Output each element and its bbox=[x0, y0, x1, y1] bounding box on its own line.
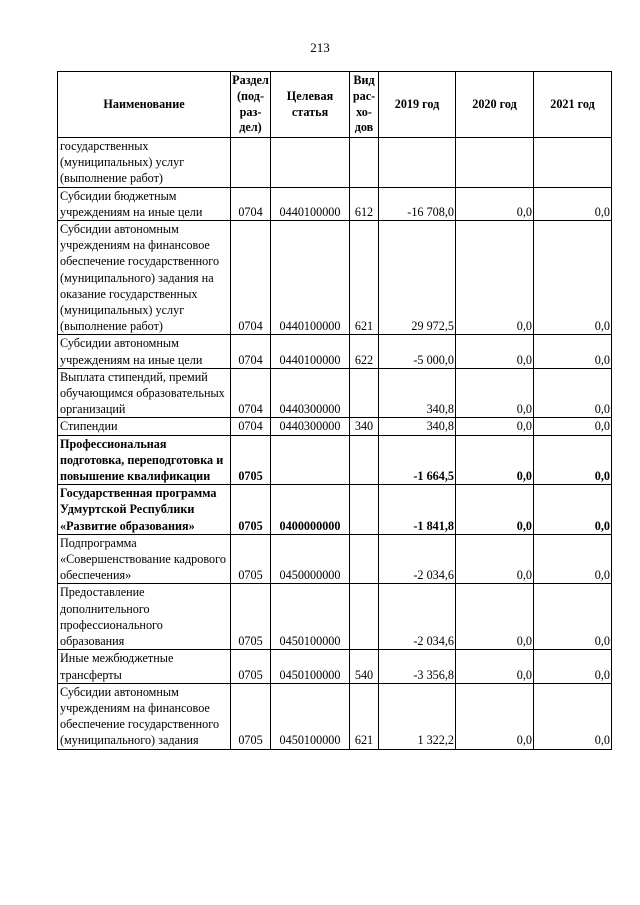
cell-expense-type bbox=[350, 485, 379, 535]
cell-target-article: 0440300000 bbox=[271, 368, 350, 418]
cell-section: 0705 bbox=[231, 435, 271, 485]
table-row bbox=[58, 534, 612, 584]
cell-2019: 29 972,5 bbox=[379, 221, 456, 335]
cell-2019: -2 034,6 bbox=[379, 534, 456, 584]
cell-2019: -2 034,6 bbox=[379, 584, 456, 650]
cell-2020: 0,0 bbox=[456, 485, 534, 535]
cell-2021: 0,0 bbox=[534, 187, 612, 220]
cell-2020: 0,0 bbox=[456, 534, 534, 584]
cell-2019: -16 708,0 bbox=[379, 187, 456, 220]
table-row bbox=[58, 683, 612, 749]
cell-name: Субсидии автономным учреждениям на иные цели bbox=[58, 335, 231, 368]
cell-2020: 0,0 bbox=[456, 650, 534, 683]
cell-name: Стипендии bbox=[58, 418, 231, 435]
cell-target-article bbox=[271, 138, 350, 188]
table-row bbox=[58, 584, 612, 650]
table-row bbox=[58, 435, 612, 485]
cell-expense-type: 621 bbox=[350, 221, 379, 335]
cell-section bbox=[231, 138, 271, 188]
cell-2019: 340,8 bbox=[379, 418, 456, 435]
cell-target-article: 0450000000 bbox=[271, 534, 350, 584]
cell-target-article: 0440100000 bbox=[271, 187, 350, 220]
cell-target-article: 0450100000 bbox=[271, 584, 350, 650]
cell-name: Субсидии автономным учреждениям на финансовое обеспечение государственного (муниципального) задания bbox=[58, 683, 231, 749]
cell-target-article: 0440100000 bbox=[271, 335, 350, 368]
header-2019: 2019 год bbox=[379, 72, 456, 138]
header-target: Целевая статья bbox=[271, 72, 350, 138]
cell-section: 0705 bbox=[231, 534, 271, 584]
cell-2020 bbox=[456, 138, 534, 188]
cell-2020: 0,0 bbox=[456, 683, 534, 749]
cell-name: Профессиональная подготовка, переподготовка и повышение квалификации bbox=[58, 435, 231, 485]
cell-section: 0704 bbox=[231, 368, 271, 418]
cell-expense-type: 622 bbox=[350, 335, 379, 368]
cell-expense-type: 540 bbox=[350, 650, 379, 683]
table-header-row bbox=[58, 72, 612, 138]
table-row bbox=[58, 187, 612, 220]
cell-2020: 0,0 bbox=[456, 221, 534, 335]
header-name: Наименование bbox=[58, 72, 231, 138]
cell-2019: -5 000,0 bbox=[379, 335, 456, 368]
header-section: Раздел (под- раз- дел) bbox=[231, 72, 271, 138]
table-row bbox=[58, 221, 612, 335]
cell-2021: 0,0 bbox=[534, 485, 612, 535]
cell-section: 0704 bbox=[231, 418, 271, 435]
cell-expense-type bbox=[350, 368, 379, 418]
cell-target-article: 0440100000 bbox=[271, 221, 350, 335]
cell-2020: 0,0 bbox=[456, 435, 534, 485]
cell-expense-type: 621 bbox=[350, 683, 379, 749]
cell-2019: -1 664,5 bbox=[379, 435, 456, 485]
cell-name: Выплата стипендий, премий обучающимся образовательных организаций bbox=[58, 368, 231, 418]
cell-section: 0704 bbox=[231, 187, 271, 220]
cell-expense-type bbox=[350, 584, 379, 650]
cell-2020: 0,0 bbox=[456, 187, 534, 220]
cell-name: Государственная программа Удмуртской Республики «Развитие образования» bbox=[58, 485, 231, 535]
cell-2019: 1 322,2 bbox=[379, 683, 456, 749]
cell-name: Субсидии бюджетным учреждениям на иные цели bbox=[58, 187, 231, 220]
cell-2019 bbox=[379, 138, 456, 188]
cell-name: Иные межбюджетные трансферты bbox=[58, 650, 231, 683]
cell-section: 0704 bbox=[231, 221, 271, 335]
cell-2019: 340,8 bbox=[379, 368, 456, 418]
cell-section: 0705 bbox=[231, 584, 271, 650]
table-row bbox=[58, 335, 612, 368]
cell-target-article bbox=[271, 435, 350, 485]
cell-2021: 0,0 bbox=[534, 584, 612, 650]
cell-2020: 0,0 bbox=[456, 335, 534, 368]
cell-2021: 0,0 bbox=[534, 221, 612, 335]
cell-target-article: 0400000000 bbox=[271, 485, 350, 535]
table-row bbox=[58, 138, 612, 188]
cell-2020: 0,0 bbox=[456, 368, 534, 418]
header-2021: 2021 год bbox=[534, 72, 612, 138]
cell-section: 0705 bbox=[231, 485, 271, 535]
budget-table bbox=[57, 71, 612, 750]
cell-2021 bbox=[534, 138, 612, 188]
cell-2021: 0,0 bbox=[534, 534, 612, 584]
cell-2021: 0,0 bbox=[534, 650, 612, 683]
cell-target-article: 0440300000 bbox=[271, 418, 350, 435]
cell-name: Подпрограмма «Совершенствование кадрового обеспечения» bbox=[58, 534, 231, 584]
cell-2019: -1 841,8 bbox=[379, 485, 456, 535]
cell-name: Субсидии автономным учреждениям на финансовое обеспечение государственного (муниципального) задания на оказание государственных (муниципальных) услуг (выполнение работ) bbox=[58, 221, 231, 335]
cell-2021: 0,0 bbox=[534, 435, 612, 485]
cell-name: Предоставление дополнительного профессионального образования bbox=[58, 584, 231, 650]
page-number: 213 bbox=[310, 40, 330, 55]
cell-2020: 0,0 bbox=[456, 418, 534, 435]
cell-2020: 0,0 bbox=[456, 584, 534, 650]
table-body bbox=[58, 138, 612, 750]
table-row bbox=[58, 418, 612, 435]
cell-expense-type bbox=[350, 435, 379, 485]
table-row bbox=[58, 368, 612, 418]
cell-2021: 0,0 bbox=[534, 418, 612, 435]
cell-name: государственных (муниципальных) услуг (выполнение работ) bbox=[58, 138, 231, 188]
cell-section: 0705 bbox=[231, 650, 271, 683]
cell-section: 0705 bbox=[231, 683, 271, 749]
cell-2021: 0,0 bbox=[534, 335, 612, 368]
header-2020: 2020 год bbox=[456, 72, 534, 138]
cell-target-article: 0450100000 bbox=[271, 683, 350, 749]
cell-expense-type bbox=[350, 534, 379, 584]
cell-2021: 0,0 bbox=[534, 368, 612, 418]
cell-section: 0704 bbox=[231, 335, 271, 368]
cell-expense-type: 612 bbox=[350, 187, 379, 220]
cell-2019: -3 356,8 bbox=[379, 650, 456, 683]
cell-2021: 0,0 bbox=[534, 683, 612, 749]
cell-target-article: 0450100000 bbox=[271, 650, 350, 683]
table-row bbox=[58, 650, 612, 683]
cell-expense-type: 340 bbox=[350, 418, 379, 435]
table-row bbox=[58, 485, 612, 535]
header-expense: Вид рас- хо- дов bbox=[350, 72, 379, 138]
cell-expense-type bbox=[350, 138, 379, 188]
